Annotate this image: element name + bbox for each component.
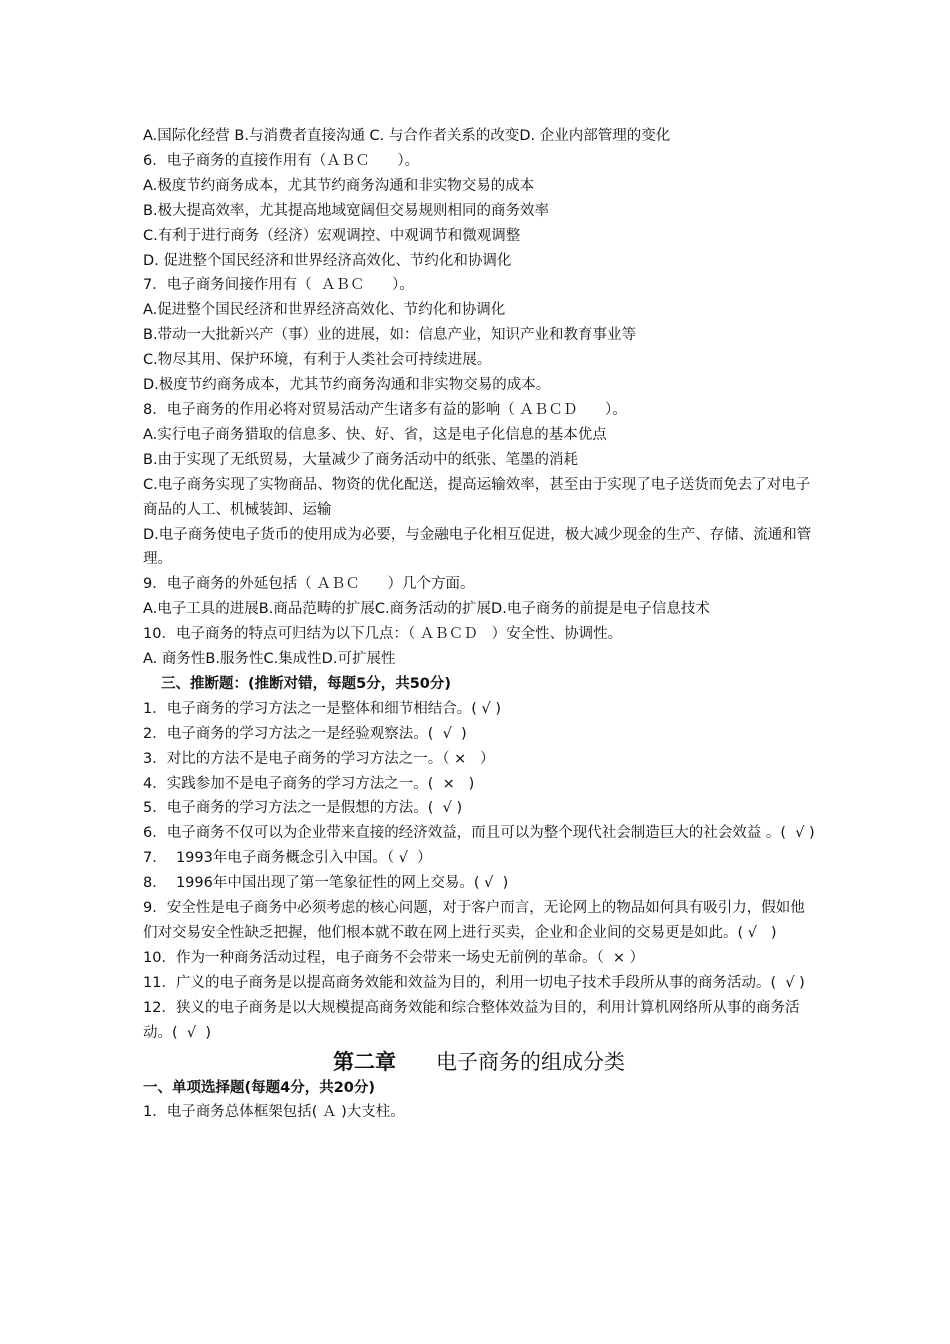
judgement-questions: [143, 697, 815, 1046]
section-heading-judgement: 三、推断题：(推断对错，每题5分，共50分): [161, 675, 452, 692]
single-choice-questions: [143, 1100, 815, 1125]
text-line: 8．电子商务的作用必将对贸易活动产生诸多有益的影响（ ＡＢＣＤ ）。: [143, 401, 627, 418]
text-line: C.有利于进行商务（经济）宏观调控、中观调节和微观调整: [143, 227, 521, 244]
text-line: A.国际化经营 B.与消费者直接沟通 C. 与合作者关系的改变D. 企业内部管理的变化: [143, 128, 671, 144]
text-line: B.带动一大批新兴产（事）业的进展，如：信息产业，知识产业和教育事业等: [143, 327, 637, 344]
chapter-name: 电子商务的组成分类: [436, 1049, 625, 1074]
text-line: A. 商务性B.服务性C.集成性D.可扩展性: [143, 651, 396, 668]
text-line: 3．对比的方法不是电子商务的学习方法之一。（ × ）: [143, 750, 495, 767]
text-line: D. 促进整个国民经济和世界经济高效化、节约化和协调化: [143, 252, 512, 269]
text-line: C.电子商务实现了实物商品、物资的优化配送，提高运输效率，甚至由于实现了电子送货而免去了对电子商品的人工、机械装卸、运输: [143, 476, 811, 518]
text-line: B.极大提高效率，尤其提高地域宽阔但交易规则相同的商务效率: [143, 202, 550, 219]
chapter-title: [143, 1047, 815, 1077]
text-line: 2．电子商务的学习方法之一是经验观察法。( √ ): [143, 725, 467, 742]
text-line: 10．作为一种商务活动过程，电子商务不会带来一场史无前例的革命。（ × ）: [143, 949, 645, 966]
text-line: 5．电子商务的学习方法之一是假想的方法。( √ ): [143, 800, 463, 817]
document-body: [143, 124, 815, 1125]
text-line: 7． 1993年电子商务概念引入中国。（ √ ）: [143, 850, 432, 867]
text-line: A.促进整个国民经济和世界经济高效化、节约化和协调化: [143, 302, 506, 319]
text-line: 8． 1996年中国出现了第一笔象征性的网上交易。( √ ): [143, 875, 509, 892]
text-line: 1．电子商务总体框架包括( Ａ )大支柱。: [143, 1104, 405, 1121]
chapter-number: 第二章: [333, 1049, 396, 1074]
text-line: 1．电子商务的学习方法之一是整体和细节相结合。( √ ): [143, 700, 501, 717]
text-line: 9．安全性是电子商务中必须考虑的核心问题，对于客户而言，无论网上的物品如何具有吸引力，假如他们对交易安全性缺乏把握，他们根本就不敢在网上进行买卖，企业和企业间的交易更是如此。( √ ): [143, 900, 805, 941]
text-line: 4．实践参加不是电子商务的学习方法之一。( × ): [143, 775, 475, 792]
section-heading-single-choice: 一、单项选择题(每题4分，共20分): [143, 1079, 376, 1096]
text-line: 6．电子商务的直接作用有（ＡＢＣ ）。: [143, 152, 420, 169]
text-line: 6．电子商务不仅可以为企业带来直接的经济效益，而且可以为整个现代社会制造巨大的社会效益 。( √ ): [143, 825, 815, 842]
multiple-choice-continued: [143, 124, 815, 672]
text-line: A.极度节约商务成本，尤其节约商务沟通和非实物交易的成本: [143, 177, 535, 194]
text-line: 7．电子商务间接作用有（ ＡＢＣ ）。: [143, 277, 414, 294]
text-line: 12．狭义的电子商务是以大规模提高商务效能和综合整体效益为目的，利用计算机网络所从事的商务活动。( √ ): [143, 999, 800, 1041]
text-line: A.电子工具的进展B.商品范畴的扩展C.商务活动的扩展D.电子商务的前提是电子信息技术: [143, 601, 710, 618]
text-line: C.物尽其用、保护环境，有利于人类社会可持续进展。: [143, 352, 492, 369]
text-line: D.极度节约商务成本，尤其节约商务沟通和非实物交易的成本。: [143, 377, 551, 394]
text-line: D.电子商务使电子货币的使用成为必要，与金融电子化相互促进，极大减少现金的生产、存储、流通和管理。: [143, 526, 812, 568]
text-line: 9．电子商务的外延包括（ ＡＢＣ ）几个方面。: [143, 576, 475, 593]
text-line: B.由于实现了无纸贸易，大量减少了商务活动中的纸张、笔墨的消耗: [143, 451, 579, 468]
text-line: 10．电子商务的特点可归结为以下几点：（ ＡＢＣＤ ）安全性、协调性。: [143, 626, 623, 643]
text-line: A.实行电子商务猎取的信息多、快、好、省，这是电子化信息的基本优点: [143, 426, 607, 443]
text-line: 11．广义的电子商务是以提高商务效能和效益为目的，利用一切电子技术手段所从事的商务活动。( √ ): [143, 974, 805, 991]
